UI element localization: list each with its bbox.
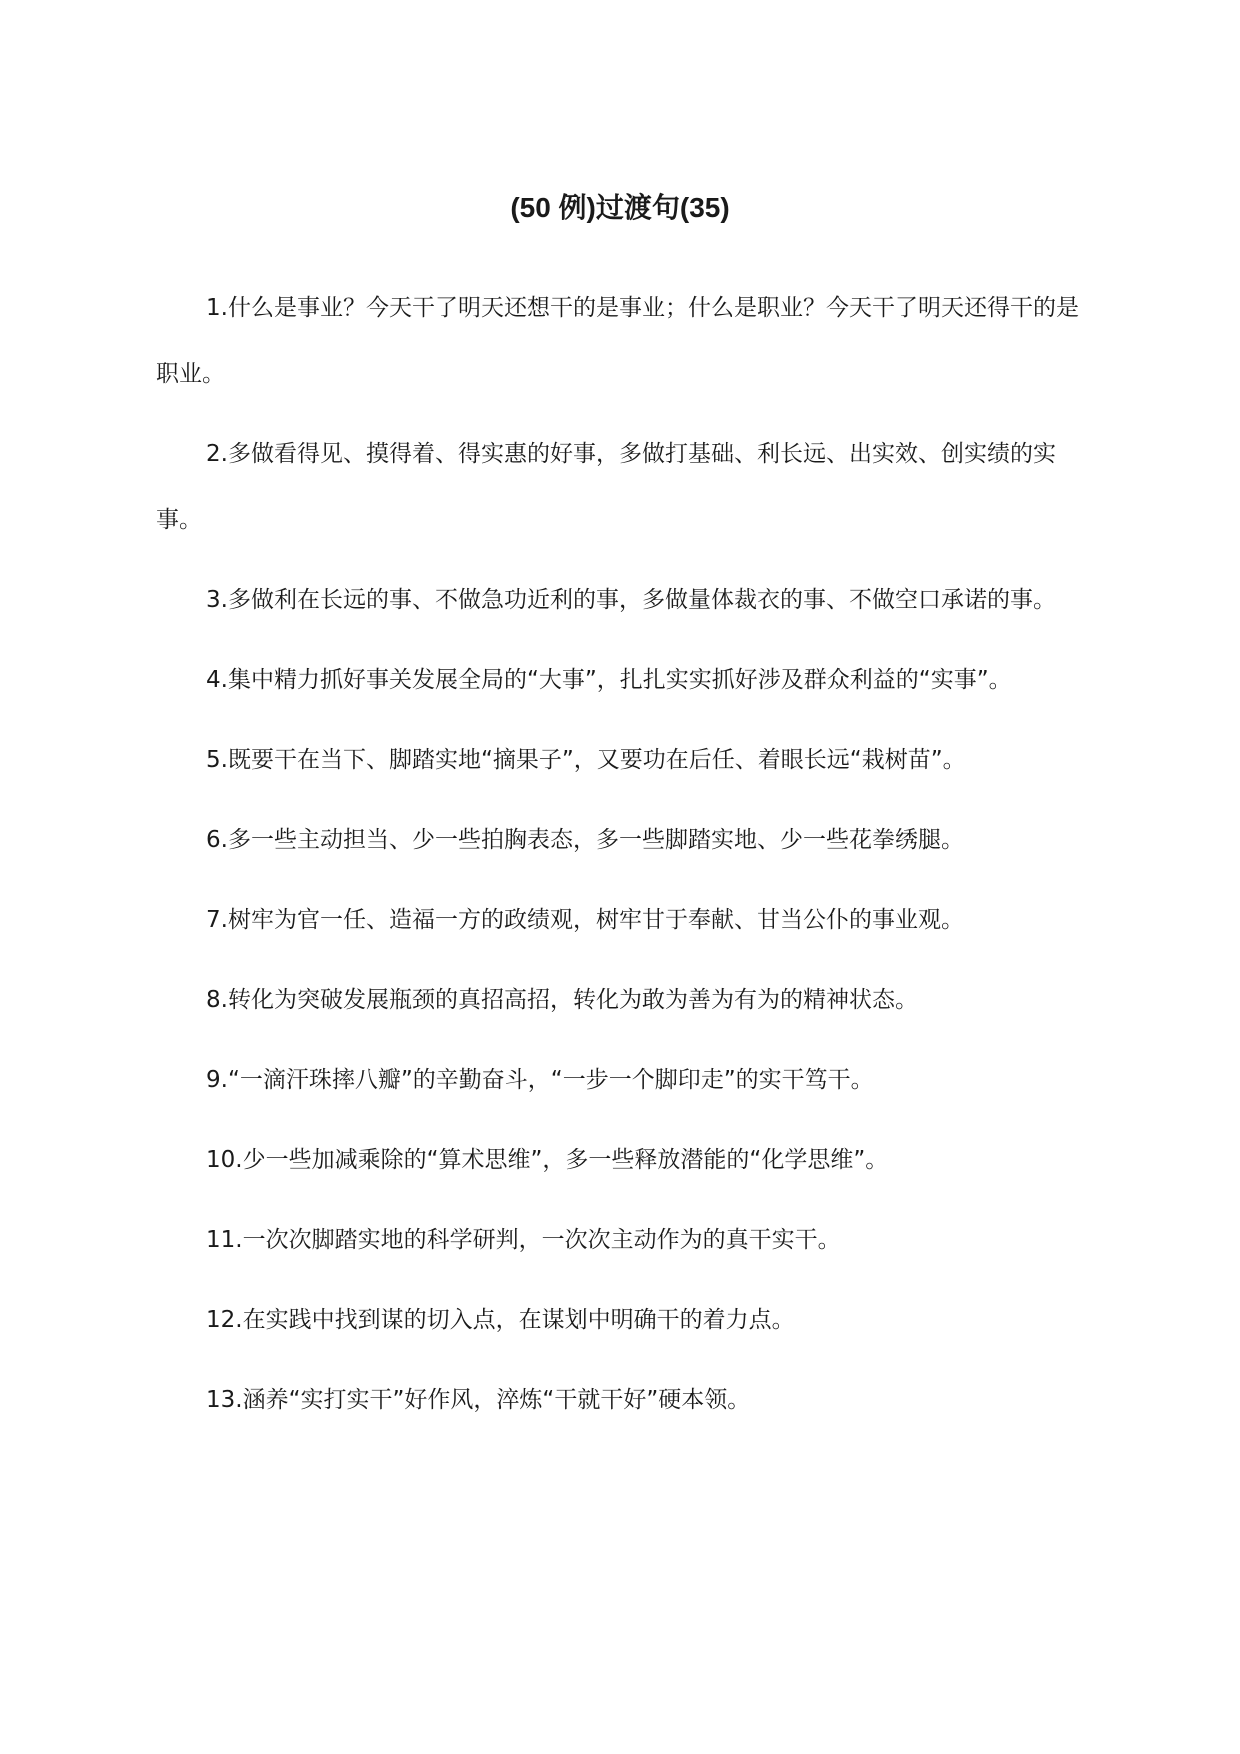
list-item: 6.多一些主动担当、少一些拍胸表态，多一些脚踏实地、少一些花拳绣腿。 <box>206 827 964 853</box>
page-title: (50 例)过渡句(35) <box>510 192 730 223</box>
list-item: 3.多做利在长远的事、不做急功近利的事，多做量体裁衣的事、不做空口承诺的事。 <box>206 587 1056 613</box>
list-item: 4.集中精力抓好事关发展全局的“大事”，扎扎实实抓好涉及群众利益的“实事”。 <box>206 667 1012 693</box>
list-item: 13.涵养“实打实干”好作风，淬炼“干就干好”硬本领。 <box>206 1387 751 1413</box>
list-item: 1.什么是事业？今天干了明天还想干的是事业；什么是职业？今天干了明天还得干的是职业。 <box>156 295 1079 387</box>
list-item: 5.既要干在当下、脚踏实地“摘果子”，又要功在后任、着眼长远“栽树苗”。 <box>206 747 966 773</box>
list-item: 2.多做看得见、摸得着、得实惠的好事，多做打基础、利长远、出实效、创实绩的实事。 <box>156 441 1056 533</box>
list-item: 8.转化为突破发展瓶颈的真招高招，转化为敢为善为有为的精神状态。 <box>206 987 918 1013</box>
list-item: 9.“一滴汗珠摔八瓣”的辛勤奋斗，“一步一个脚印走”的实干笃干。 <box>206 1067 874 1093</box>
list-item: 7.树牢为官一任、造福一方的政绩观，树牢甘于奉献、甘当公仆的事业观。 <box>206 907 964 933</box>
list-item: 10.少一些加减乘除的“算术思维”，多一些释放潜能的“化学思维”。 <box>206 1147 889 1173</box>
list-item: 12.在实践中找到谋的切入点，在谋划中明确干的着力点。 <box>206 1307 795 1333</box>
sentence-list <box>156 275 1086 1447</box>
list-item: 11.一次次脚踏实地的科学研判，一次次主动作为的真干实干。 <box>206 1227 841 1253</box>
